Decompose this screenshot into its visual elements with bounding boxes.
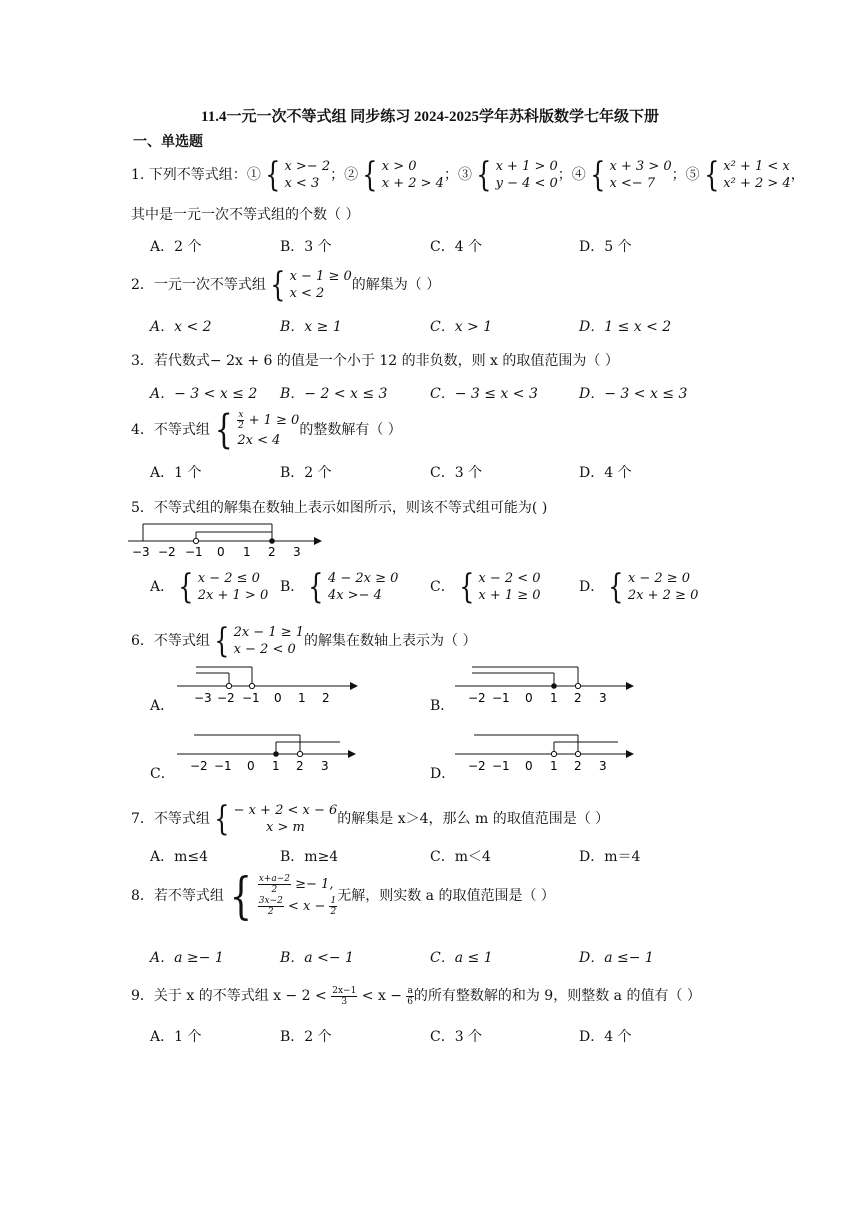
question-7: 7．不等式组 { − x + 2 < x − 6 x > m 的解集是 x＞4，那么 m 的取值范围是（ ） <box>131 799 610 839</box>
q9-option-b: B．2 个 <box>280 1029 332 1045</box>
q6-option-d-label: D． <box>430 766 456 782</box>
q5-tick-label: 3 <box>293 545 301 559</box>
q1-option-a: A．2 个 <box>150 239 202 255</box>
q2-option-c: C．x > 1 <box>430 319 493 335</box>
q5-tick-label: −1 <box>185 545 203 559</box>
q8-option-c: C．a ≤ 1 <box>430 950 493 966</box>
q2-option-b: B．x ≥ 1 <box>280 319 342 335</box>
q6-option-a-label: A． <box>150 698 175 714</box>
q5-tick-label: −3 <box>132 545 150 559</box>
q6-option-a-number-line <box>172 660 367 705</box>
q1-option-c: C．4 个 <box>430 239 483 255</box>
svg-text:0: 0 <box>247 759 255 773</box>
svg-text:3: 3 <box>321 759 329 773</box>
svg-text:1: 1 <box>298 691 306 705</box>
q4-option-b: B．2 个 <box>280 465 332 481</box>
svg-text:−2: −2 <box>217 691 235 705</box>
svg-text:−2: −2 <box>468 759 486 773</box>
q5-open-point <box>193 538 198 543</box>
svg-text:−3: −3 <box>194 691 212 705</box>
q7-option-a: A．m≤4 <box>150 849 209 865</box>
svg-text:2: 2 <box>322 691 330 705</box>
svg-text:1: 1 <box>550 759 558 773</box>
question-5: 5．不等式组的解集在数轴上表示如图所示，则该不等式组可能为( ) <box>131 500 548 516</box>
q3-option-b: B．− 2 < x ≤ 3 <box>280 386 388 402</box>
q3-option-c: C．− 3 ≤ x < 3 <box>430 386 538 402</box>
q5-option-c: C． { x − 2 < 0 x + 1 ≥ 0 <box>430 567 541 607</box>
q5-axis-arrow <box>314 537 322 545</box>
page-title: 11.4一元一次不等式组 同步练习 2024-2025学年苏科版数学七年级下册 <box>201 109 659 125</box>
q6-option-b-label: B． <box>430 698 455 714</box>
q2-option-d: D．1 ≤ x < 2 <box>579 319 672 335</box>
q5-option-d: D． { x − 2 ≥ 0 2x + 2 ≥ 0 <box>579 567 699 607</box>
question-6: 6．不等式组 { 2x − 1 ≥ 1 x − 2 < 0 的解集在数轴上表示为（ ） <box>131 621 477 661</box>
svg-text:2: 2 <box>574 691 582 705</box>
q9-option-d: D．4 个 <box>579 1029 632 1045</box>
q6-option-c-number-line <box>172 728 367 773</box>
svg-text:2: 2 <box>296 759 304 773</box>
svg-text:−2: −2 <box>468 691 486 705</box>
q3-option-a: A．− 3 < x ≤ 2 <box>150 386 258 402</box>
svg-text:3: 3 <box>599 691 607 705</box>
q8-option-a: A．a ≥− 1 <box>150 950 224 966</box>
svg-text:3: 3 <box>599 759 607 773</box>
svg-text:1: 1 <box>550 691 558 705</box>
question-1: 1. 下列不等式组：① { x >− 2 x < 3 ；② { x > 0 x + 2 > 4 ；③ { x + 1 > 0 y − 4 < 0 ；④ { x + 3 > 0 x <− 7 ；⑤ { x² + 1 < x x² + 2 > 4 ， <box>131 155 805 195</box>
q6-option-d-number-line <box>452 728 642 773</box>
q3-option-d: D．− 3 < x ≤ 3 <box>579 386 688 402</box>
svg-text:0: 0 <box>525 759 533 773</box>
section-heading: 一、单选题 <box>133 134 203 150</box>
q5-solid-point <box>269 538 275 544</box>
q8-option-b: B．a <− 1 <box>280 950 354 966</box>
q7-option-c: C．m＜4 <box>430 849 491 865</box>
svg-text:−1: −1 <box>492 759 510 773</box>
question-1-line2: 其中是一元一次不等式组的个数（ ） <box>131 207 360 223</box>
svg-text:−2: −2 <box>190 759 208 773</box>
question-2: 2．一元一次不等式组 { x − 1 ≥ 0 x < 2 的解集为（ ） <box>131 265 441 305</box>
q7-option-b: B．m≥4 <box>280 849 339 865</box>
q5-tick-label: 0 <box>217 545 225 559</box>
q2-option-a: A．x < 2 <box>150 319 212 335</box>
question-8: 8．若不等式组 { $\frac{x+a-2}{2}$ ≥− 1, $\frac{3x-2}{2}$ < x − $\frac{1}{2}$ 无解，则实数 a 的取值范围是（ ） <box>131 867 555 925</box>
q5-tick-label: 2 <box>268 545 276 559</box>
svg-text:−1: −1 <box>242 691 260 705</box>
svg-text:2: 2 <box>574 759 582 773</box>
q4-option-a: A．1 个 <box>150 465 202 481</box>
q4-option-d: D．4 个 <box>579 465 632 481</box>
q5-number-line <box>126 518 326 560</box>
q1-option-d: D．5 个 <box>579 239 632 255</box>
q6-option-b-number-line <box>452 660 642 705</box>
question-9: 9．关于 x 的不等式组 x − 2 < $\frac{2x-1}{3}$ < x − $\frac{a}{6}$ 的所有整数解的和为 9，则整数 a 的值有（ ） <box>131 985 701 1007</box>
question-4: 4．不等式组 { $\frac{x}{2}$ + 1 ≥ 0 2x < 4 的整数解有（ ） <box>131 407 402 453</box>
q9-option-a: A．1 个 <box>150 1029 202 1045</box>
q8-option-d: D．a ≤− 1 <box>579 950 654 966</box>
question-3: 3．若代数式− 2x + 6 的值是一个小于 12 的非负数，则 x 的取值范围为（ ） <box>131 353 619 369</box>
q5-tick-label: 1 <box>243 545 251 559</box>
q1-option-b: B．3 个 <box>280 239 332 255</box>
svg-text:1: 1 <box>272 759 280 773</box>
q9-option-c: C．3 个 <box>430 1029 483 1045</box>
svg-text:0: 0 <box>274 691 282 705</box>
svg-text:0: 0 <box>525 691 533 705</box>
q6-option-c-label: C． <box>150 766 175 782</box>
q5-option-b: B． { 4 − 2x ≥ 0 4x >− 4 <box>280 567 399 607</box>
q7-option-d: D．m＝4 <box>579 849 641 865</box>
svg-text:−1: −1 <box>214 759 232 773</box>
q4-option-c: C．3 个 <box>430 465 483 481</box>
q5-tick-label: −2 <box>158 545 176 559</box>
q5-option-a: A． { x − 2 ≤ 0 2x + 1 > 0 <box>150 567 269 607</box>
svg-text:−1: −1 <box>492 691 510 705</box>
